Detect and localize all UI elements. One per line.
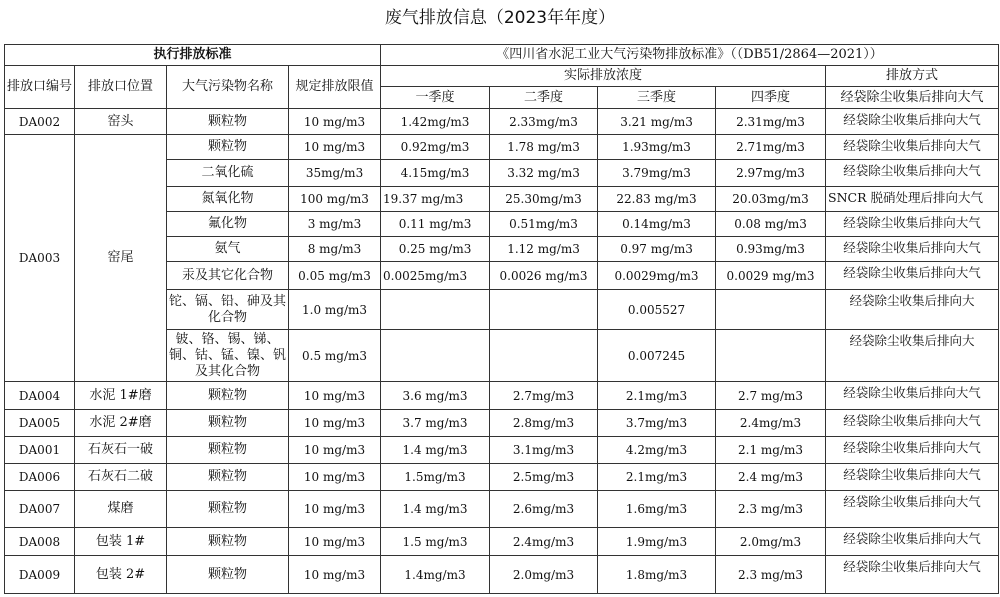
emission-table <box>4 44 999 594</box>
q3-value: 1.8mg/m3 <box>598 556 716 594</box>
pollutant-name: 二氧化硫 <box>167 160 289 187</box>
pollutant-name: 颗粒物 <box>167 491 289 528</box>
q4-value: 2.3 mg/m3 <box>716 491 826 528</box>
q2-value <box>490 290 598 330</box>
q3-value: 0.97 mg/m3 <box>598 237 716 262</box>
q2-value: 2.7mg/m3 <box>490 382 598 410</box>
pollutant-name: 颗粒物 <box>167 410 289 437</box>
q1-value <box>381 330 490 382</box>
q2-value: 1.12 mg/m3 <box>490 237 598 262</box>
table-row <box>5 437 999 464</box>
q1-value: 1.42mg/m3 <box>381 109 490 135</box>
outlet-id: DA004 <box>5 382 75 410</box>
table-row <box>5 556 999 594</box>
emission-method: 经袋除尘收集后排向大气 <box>826 382 999 410</box>
outlet-id: DA005 <box>5 410 75 437</box>
emission-method: 经袋除尘收集后排向大气 <box>826 410 999 437</box>
q4-value: 0.08 mg/m3 <box>716 212 826 237</box>
emission-method: 经袋除尘收集后排向大气 <box>826 437 999 464</box>
pollutant-name: 氨气 <box>167 237 289 262</box>
q3-value: 0.14mg/m3 <box>598 212 716 237</box>
q4-value: 2.4mg/m3 <box>716 410 826 437</box>
q2-value: 2.6mg/m3 <box>490 491 598 528</box>
emission-method: 经袋除尘收集后排向大气 <box>826 160 999 187</box>
q3-value: 4.2mg/m3 <box>598 437 716 464</box>
q3-value: 3.7mg/m3 <box>598 410 716 437</box>
standard-label: 执行排放标准 <box>5 45 381 66</box>
q1-value: 0.0025mg/m3 <box>381 262 490 290</box>
emission-limit: 1.0 mg/m3 <box>289 290 381 330</box>
q2-value <box>490 330 598 382</box>
pollutant-name: 铊、镉、铅、砷及其化合物 <box>167 290 289 330</box>
q1-value <box>381 290 490 330</box>
q4-value: 20.03mg/m3 <box>716 187 826 212</box>
q1-value: 3.6 mg/m3 <box>381 382 490 410</box>
emission-limit: 10 mg/m3 <box>289 135 381 160</box>
col-header-location: 排放口位置 <box>75 66 167 109</box>
col-header-limit: 规定排放限值 <box>289 66 381 109</box>
q1-value: 4.15mg/m3 <box>381 160 490 187</box>
q2-value: 0.0026 mg/m3 <box>490 262 598 290</box>
col-header-id: 排放口编号 <box>5 66 75 109</box>
col-header-q4: 四季度 <box>716 87 826 109</box>
table-row <box>5 109 999 135</box>
outlet-id: DA007 <box>5 491 75 528</box>
outlet-location: 窑尾 <box>75 135 167 382</box>
pollutant-name: 颗粒物 <box>167 135 289 160</box>
pollutant-name: 颗粒物 <box>167 109 289 135</box>
emission-limit: 8 mg/m3 <box>289 237 381 262</box>
emission-limit: 0.05 mg/m3 <box>289 262 381 290</box>
q2-value: 0.51mg/m3 <box>490 212 598 237</box>
table-row <box>5 382 999 410</box>
outlet-location: 水泥 1#磨 <box>75 382 167 410</box>
outlet-id: DA008 <box>5 528 75 556</box>
outlet-location: 石灰石一破 <box>75 437 167 464</box>
q3-value: 3.21 mg/m3 <box>598 109 716 135</box>
col-header-actual: 实际排放浓度 <box>381 66 826 87</box>
emission-method: 经袋除尘收集后排向大气 <box>826 262 999 290</box>
emission-limit: 10 mg/m3 <box>289 437 381 464</box>
emission-method: 经袋除尘收集后排向大气 <box>826 237 999 262</box>
pollutant-name: 氟化物 <box>167 212 289 237</box>
q3-value: 0.005527 <box>598 290 716 330</box>
q1-value: 3.7 mg/m3 <box>381 410 490 437</box>
q4-value: 2.3 mg/m3 <box>716 556 826 594</box>
outlet-location: 水泥 2#磨 <box>75 410 167 437</box>
q3-value: 1.6mg/m3 <box>598 491 716 528</box>
emission-method: 经袋除尘收集后排向大气 <box>826 212 999 237</box>
emission-limit: 35mg/m3 <box>289 160 381 187</box>
q2-value: 3.32 mg/m3 <box>490 160 598 187</box>
table-row <box>5 464 999 491</box>
q3-value: 3.79mg/m3 <box>598 160 716 187</box>
outlet-id: DA006 <box>5 464 75 491</box>
q4-value: 2.71mg/m3 <box>716 135 826 160</box>
emission-limit: 10 mg/m3 <box>289 109 381 135</box>
emission-method: 经袋除尘收集后排向大 <box>826 290 999 330</box>
outlet-id: DA003 <box>5 135 75 382</box>
table-row <box>5 491 999 528</box>
pollutant-name: 颗粒物 <box>167 556 289 594</box>
table-row <box>5 410 999 437</box>
emission-method: 经袋除尘收集后排向大 <box>826 330 999 382</box>
q3-value: 0.007245 <box>598 330 716 382</box>
emission-limit: 3 mg/m3 <box>289 212 381 237</box>
col-header-pollutant: 大气污染物名称 <box>167 66 289 109</box>
q1-value: 1.5 mg/m3 <box>381 528 490 556</box>
q2-value: 2.4mg/m3 <box>490 528 598 556</box>
outlet-location: 煤磨 <box>75 491 167 528</box>
q2-value: 25.30mg/m3 <box>490 187 598 212</box>
pollutant-name: 颗粒物 <box>167 464 289 491</box>
page-title: 废气排放信息（2023年年度） <box>384 8 616 28</box>
q2-value: 2.8mg/m3 <box>490 410 598 437</box>
q3-value: 22.83 mg/m3 <box>598 187 716 212</box>
outlet-location: 窑头 <box>75 109 167 135</box>
q3-value: 1.93mg/m3 <box>598 135 716 160</box>
q1-value: 19.37 mg/m3 <box>381 187 490 212</box>
q4-value: 2.31mg/m3 <box>716 109 826 135</box>
q4-value: 0.93mg/m3 <box>716 237 826 262</box>
q1-value: 1.4 mg/m3 <box>381 437 490 464</box>
q2-value: 2.0mg/m3 <box>490 556 598 594</box>
q1-value: 1.4mg/m3 <box>381 556 490 594</box>
q4-value <box>716 330 826 382</box>
emission-limit: 0.5 mg/m3 <box>289 330 381 382</box>
q1-value: 0.92mg/m3 <box>381 135 490 160</box>
pollutant-name: 颗粒物 <box>167 437 289 464</box>
emission-limit: 10 mg/m3 <box>289 464 381 491</box>
q1-value: 1.5mg/m3 <box>381 464 490 491</box>
emission-limit: 10 mg/m3 <box>289 528 381 556</box>
pollutant-name: 颗粒物 <box>167 528 289 556</box>
pollutant-name: 汞及其它化合物 <box>167 262 289 290</box>
emission-method: 经袋除尘收集后排向大气 <box>826 109 999 135</box>
emission-method: 经袋除尘收集后排向大气 <box>826 464 999 491</box>
emission-limit: 10 mg/m3 <box>289 556 381 594</box>
outlet-id: DA009 <box>5 556 75 594</box>
outlet-id: DA001 <box>5 437 75 464</box>
q1-value: 0.25 mg/m3 <box>381 237 490 262</box>
emission-method: 经袋除尘收集后排向大气 <box>826 556 999 594</box>
q4-value: 2.7 mg/m3 <box>716 382 826 410</box>
q4-value <box>716 290 826 330</box>
q4-value: 0.0029 mg/m3 <box>716 262 826 290</box>
q2-value: 1.78 mg/m3 <box>490 135 598 160</box>
pollutant-name: 铍、铬、锡、锑、铜、钴、锰、镍、钒及其化合物 <box>167 330 289 382</box>
q1-value: 0.11 mg/m3 <box>381 212 490 237</box>
emission-method: SNCR 脱硝处理后排向大气 <box>826 187 999 212</box>
emission-limit: 10 mg/m3 <box>289 382 381 410</box>
emission-method: 经袋除尘收集后排向大气 <box>826 491 999 528</box>
q2-value: 2.5mg/m3 <box>490 464 598 491</box>
col-header-q1: 一季度 <box>381 87 490 109</box>
q4-value: 2.4 mg/m3 <box>716 464 826 491</box>
emission-method: 经袋除尘收集后排向大气 <box>826 528 999 556</box>
pollutant-name: 氮氧化物 <box>167 187 289 212</box>
q3-value: 2.1mg/m3 <box>598 464 716 491</box>
table-row <box>5 528 999 556</box>
table-row <box>5 135 999 160</box>
pollutant-name: 颗粒物 <box>167 382 289 410</box>
col-header-q2: 二季度 <box>490 87 598 109</box>
q3-value: 0.0029mg/m3 <box>598 262 716 290</box>
emission-limit: 10 mg/m3 <box>289 491 381 528</box>
q3-value: 1.9mg/m3 <box>598 528 716 556</box>
standard-name: 《四川省水泥工业大气污染物排放标准》（（DB51/2864—2021）） <box>381 45 999 66</box>
col-header-q3: 三季度 <box>598 87 716 109</box>
emission-limit: 10 mg/m3 <box>289 410 381 437</box>
emission-limit: 100 mg/m3 <box>289 187 381 212</box>
outlet-location: 包装 1# <box>75 528 167 556</box>
col-header-method: 排放方式 <box>826 66 999 87</box>
outlet-location: 石灰石二破 <box>75 464 167 491</box>
q4-value: 2.0mg/m3 <box>716 528 826 556</box>
emission-method: 经袋除尘收集后排向大气 <box>826 135 999 160</box>
outlet-id: DA002 <box>5 109 75 135</box>
q2-value: 2.33mg/m3 <box>490 109 598 135</box>
q4-value: 2.97mg/m3 <box>716 160 826 187</box>
q3-value: 2.1mg/m3 <box>598 382 716 410</box>
q2-value: 3.1mg/m3 <box>490 437 598 464</box>
col-header-method-sub: 经袋除尘收集后排向大气 <box>826 87 999 109</box>
outlet-location: 包装 2# <box>75 556 167 594</box>
q1-value: 1.4 mg/m3 <box>381 491 490 528</box>
q4-value: 2.1 mg/m3 <box>716 437 826 464</box>
